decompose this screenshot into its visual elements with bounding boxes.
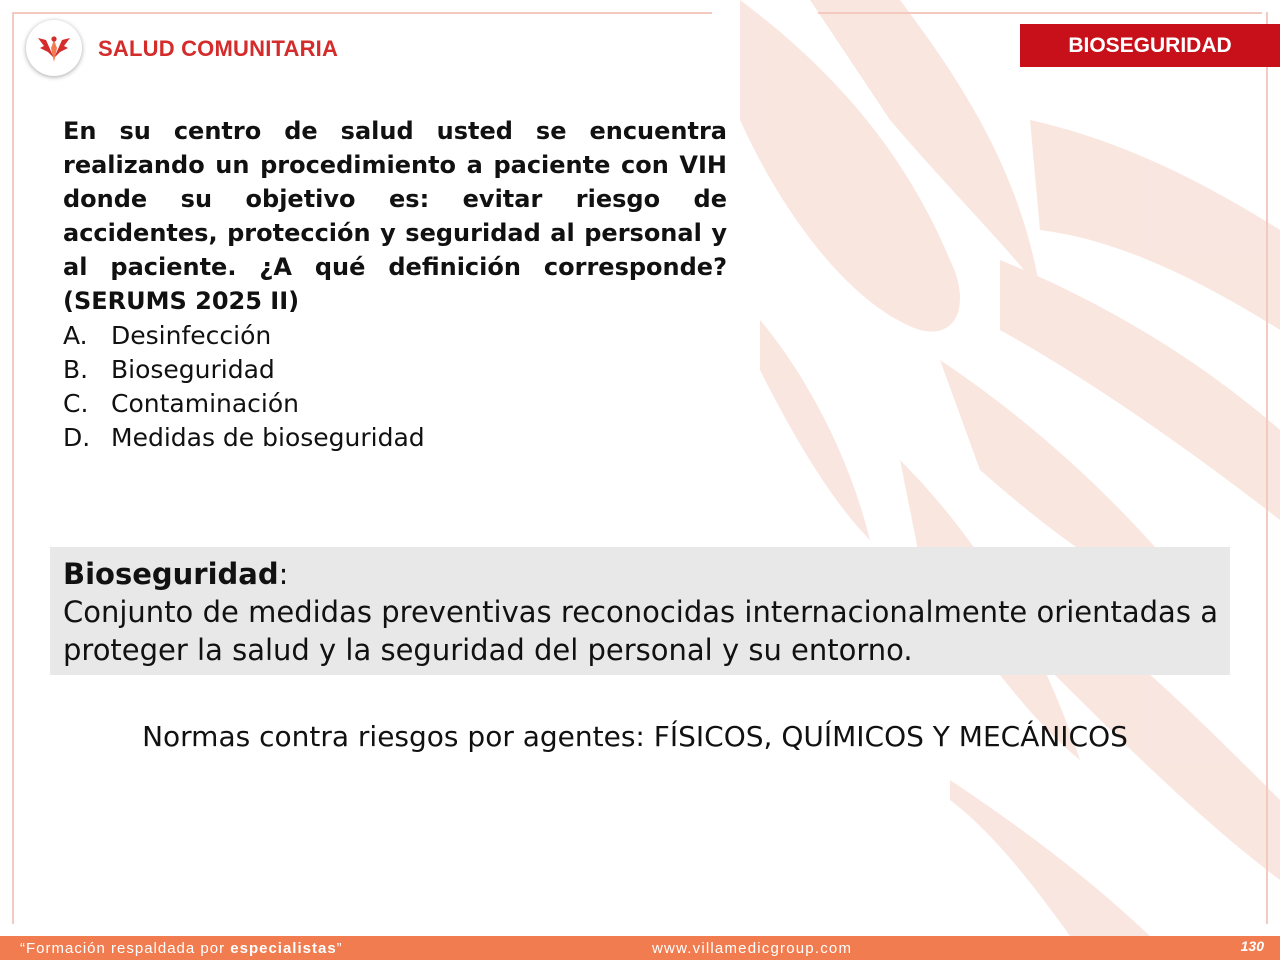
- option-text: Medidas de bioseguridad: [111, 423, 425, 452]
- option-text: Desinfección: [111, 321, 272, 350]
- option-text: Contaminación: [111, 389, 300, 418]
- question-text: En su centro de salud usted se encuentra realizando un procedimiento a paciente con VIH donde su objetivo es: evitar riesgo de accidentes, protección y seguridad al personal y al paciente. ¿A qué definición corresponde? (SERUMS 2025 II): [63, 117, 727, 315]
- answer-options-list: [63, 319, 425, 455]
- frame-left-line: [12, 12, 14, 924]
- option-letter: A.: [63, 321, 88, 350]
- background-wing-watermark: [700, 0, 1280, 936]
- option-letter: C.: [63, 389, 89, 418]
- option-letter: D.: [63, 423, 91, 452]
- slogan-bold: especialistas: [230, 940, 337, 957]
- footer-bar: [0, 936, 1280, 960]
- topic-badge: BIOSEGURIDAD: [1020, 24, 1280, 67]
- option-c: [63, 387, 425, 421]
- frame-top-left-line: [12, 12, 712, 14]
- option-letter: B.: [63, 355, 89, 384]
- option-b: [63, 353, 425, 387]
- frame-right-line: [1266, 12, 1268, 924]
- option-text: Bioseguridad: [111, 355, 275, 384]
- frame-top-right-line: [818, 12, 1262, 14]
- option-a: [63, 319, 425, 353]
- page-number: 130: [1240, 938, 1264, 954]
- slogan-start: “Formación respaldada por: [20, 940, 231, 957]
- definition-box: [50, 547, 1230, 675]
- footer-slogan: [20, 940, 343, 957]
- option-d: [63, 421, 425, 455]
- definition-colon: :: [278, 557, 289, 591]
- footer-website-link[interactable]: www.villamedicgroup.com: [652, 940, 853, 957]
- definition-text: Conjunto de medidas preventivas reconocidas internacionalmente orientadas a proteger la salud y la seguridad del personal y su entorno.: [63, 595, 1218, 667]
- section-title: SALUD COMUNITARIA: [98, 36, 339, 61]
- slogan-end: ”: [336, 940, 343, 957]
- phoenix-logo-icon: [26, 20, 82, 76]
- definition-heading: [63, 555, 1218, 593]
- definition-term: Bioseguridad: [63, 557, 279, 591]
- norms-statement: Normas contra riesgos por agentes: FÍSICOS, QUÍMICOS Y MECÁNICOS: [142, 720, 1128, 753]
